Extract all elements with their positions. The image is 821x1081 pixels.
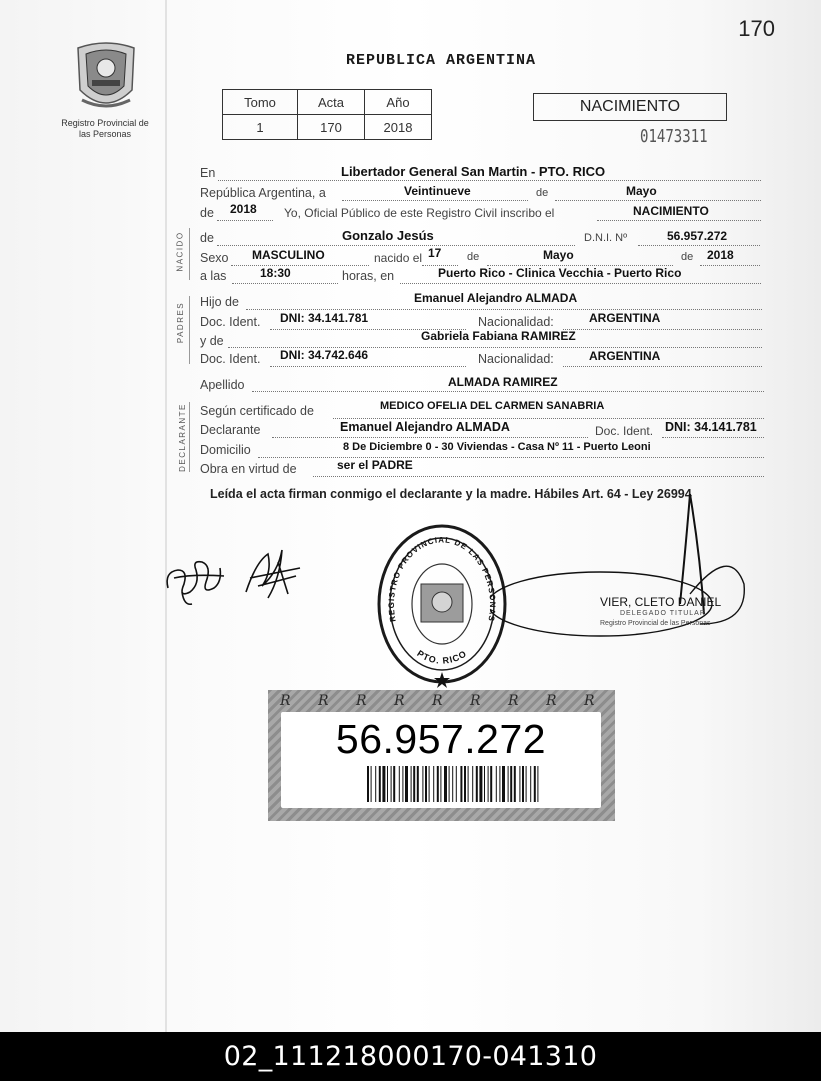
father-doc-value: DNI: 34.141.781 [280,311,369,325]
act-type-box: NACIMIENTO [533,93,727,121]
officer-title: DELEGADO TITULAR [620,610,706,617]
birth-month-value: Mayo [543,248,574,262]
dotted-line [700,265,760,266]
address-value: 8 De Diciembre 0 - 30 Viviendas - Casa Nº 11 - Puerto Leoni [343,441,651,453]
seal-top-text: REGISTRO PROVINCIAL DE LAS PERSONAS [386,535,498,623]
label-sexo: Sexo [200,251,229,265]
page-fold-line [165,0,167,1032]
document-title: REPUBLICA ARGENTINA [346,52,537,69]
officer-name: VIER, CLETO DANIEL [600,595,722,609]
declarant-doc-value: DNI: 34.141.781 [665,420,757,434]
label-apellido: Apellido [200,378,245,392]
month-value: Mayo [626,184,657,198]
dotted-line [342,200,528,201]
strip-glyph: R [508,693,519,709]
dotted-line [563,366,762,367]
mother-doc-value: DNI: 34.742.646 [280,348,369,362]
registry-header-cell: Acta [298,90,365,115]
side-label-declarante: DECLARANTE [177,403,187,472]
scan-footer-code: 02_111218000170-041310 [0,1032,821,1081]
act-kind-value: NACIMIENTO [633,204,709,218]
dotted-line [270,366,466,367]
capacity-value: ser el PADRE [337,458,413,472]
father-nationality-value: ARGENTINA [589,311,661,325]
page-number: 170 [738,16,775,41]
dotted-line [597,220,761,221]
registry-value-cell: 1 [223,115,298,140]
side-label-nacido: NACIDO [175,231,185,272]
label-declarante: Declarante [200,423,261,437]
label-nacionalidad: Nacionalidad: [478,315,554,329]
label-nacionalidad-mother: Nacionalidad: [478,352,554,366]
seal-bottom-text: PTO. RICO [415,648,469,666]
dotted-line [217,245,575,246]
strip-glyph: R [318,693,329,709]
registry-header-cell: Año [365,90,432,115]
registry-header-cell: Tomo [223,90,298,115]
dotted-line [217,220,273,221]
certificate-value: MEDICO OFELIA DEL CARMEN SANABRIA [380,400,605,412]
registry-value-cell: 2018 [365,115,432,140]
mother-nationality-value: ARGENTINA [589,349,661,363]
strip-glyph: R [470,693,481,709]
birth-time-value: 18:30 [260,266,291,280]
dotted-line [400,283,761,284]
day-value: Veintinueve [404,184,471,198]
label-domicilio: Domicilio [200,443,251,457]
label-de-birth-year: de [681,251,694,263]
label-segun-certificado: Según certificado de [200,404,314,418]
label-de-name: de [200,231,214,245]
registry-emblem-icon [72,40,140,116]
label-doc-ident: Doc. Ident. [200,315,261,329]
place-value: Libertador General San Martin - PTO. RICO [341,164,606,179]
barcode-icon [367,766,539,802]
strip-glyph: R [394,693,405,709]
registry-table [222,89,432,140]
mother-name-value: Gabriela Fabiana RAMIREZ [421,329,576,343]
dotted-line [662,437,764,438]
officer-office: Registro Provincial de las Personas [600,620,711,627]
strip-glyph: R [280,693,291,709]
label-horas-en: horas, en [342,269,395,283]
father-name-value: Emanuel Alejandro ALMADA [414,291,578,305]
dotted-line [258,457,764,458]
strip-glyph: R [356,693,367,709]
dotted-line [638,245,760,246]
sticker-white-area [281,712,601,808]
child-name-value: Gonzalo Jesús [342,228,434,243]
strip-glyph: R [546,693,557,709]
label-doc-ident-declarant: Doc. Ident. [595,424,654,438]
act-number: 01473311 [640,126,708,147]
label-y-de: y de [200,334,224,348]
label-en: En [200,166,216,180]
side-label-padres: PADRES [176,301,186,344]
dotted-line [231,265,369,266]
dni-label-sticker [268,690,615,821]
surname-value: ALMADA RAMIREZ [448,375,558,389]
birth-place-value: Puerto Rico - Clinica Vecchia - Puerto Rico [438,266,682,280]
dotted-line [555,200,761,201]
declarant-value: Emanuel Alejandro ALMADA [340,420,510,434]
label-nacido-el: nacido el [374,251,423,265]
strip-glyph: R [432,693,443,709]
dotted-line [218,180,761,181]
child-dni-value: 56.957.272 [667,229,728,243]
section-divider [189,402,190,472]
declarant-signature-icon [162,548,232,614]
label-a-las: a las [200,269,227,283]
svg-text:PTO. RICO [415,648,469,666]
dotted-line [252,391,764,392]
organization-name: Registro Provincial de las Personas [61,118,149,139]
dotted-line [563,329,762,330]
strip-glyph: R [584,693,595,709]
birth-day-value: 17 [428,246,442,260]
birth-year-value: 2018 [707,248,734,262]
dotted-line [313,476,764,477]
dotted-line [232,283,338,284]
label-de-birth: de [467,251,480,263]
year-value: 2018 [230,202,257,216]
label-republica: República Argentina, a [200,186,326,200]
registry-value-row [223,115,432,140]
label-doc-ident-mother: Doc. Ident. [200,352,261,366]
section-divider [189,228,190,280]
label-yo-oficial: Yo, Oficial Público de este Registro Civil inscribo el [284,206,555,220]
label-dni: D.N.I. Nº [584,232,628,244]
section-divider [189,296,190,364]
dotted-line [333,418,764,419]
closing-statement: Leída el acta firman conmigo el declarante y la madre. Hábiles Art. 64 - Ley 26994 [210,487,692,501]
dotted-line [272,437,588,438]
registry-header-row [223,90,432,115]
registry-value-cell: 170 [298,115,365,140]
label-de: de [536,187,549,199]
sex-value: MASCULINO [252,248,325,262]
label-obra: Obra en virtud de [200,462,297,476]
label-hijo-de: Hijo de [200,295,239,309]
mother-signature-icon [238,542,308,608]
label-de-year: de [200,206,214,220]
dotted-line [246,309,762,310]
sticker-dni-number: 56.957.272 [335,716,547,762]
